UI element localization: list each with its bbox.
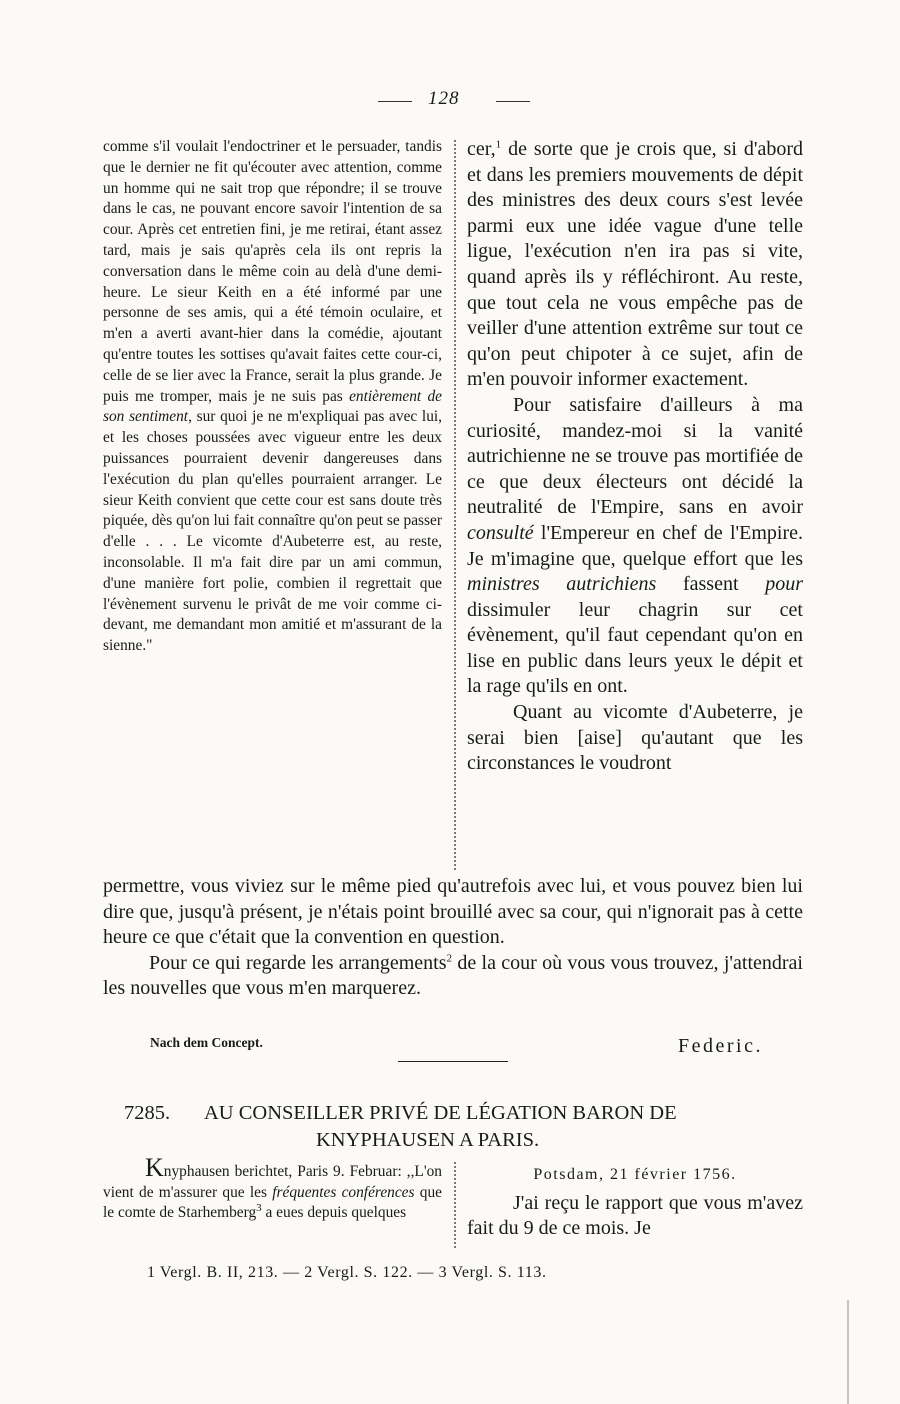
footnote-ref-2: 2 bbox=[446, 952, 453, 965]
letter-opening: J'ai reçu le rapport que vous m'avez fait du 9 de ce mois. Je bbox=[467, 1192, 803, 1239]
full-paragraph-1: permettre, vous viviez sur le même pied qu'autrefois avec lui, et vous pouvez bien lui dire que, jusqu'à présent, je n'étais point brouillé avec sa cour, qui n'ignorait pas à cette heure ce que c'était que la convention en question. bbox=[103, 875, 803, 949]
emphasis-text: entièrement de son sentiment bbox=[103, 387, 443, 426]
heading-line-2: KNYPHAUSEN A PARIS. bbox=[316, 1129, 540, 1151]
report-summary: Knyphausen berichtet, Paris 9. Februar: ,,L'on vient de m'assurer que les fréquentes conférences que le comte de Starhemberg$^3$ a eues depuis quelques bbox=[103, 1153, 442, 1221]
left-column-paragraph: comme s'il voulait l'endoctriner et le persuader, tandis que le dernier ne fit qu'écouter avec attention, comme un homme qui ne sait trop que répondre; il se trouve dans le cas, ne pouvant encore savoir l'intention de sa cour. Après cet entretien fini, je me retirai, étant assez tard, mais je sais qu'après cela ils ont repris la conversation dans le même coin au delà d'une demi-heure. Le sieur Keith en a été informé par une personne de ses amis, qui a été témoin oculaire, et m'en a averti avant-hier dans la comédie, ajoutant qu'entre toutes les sottises qu'avait faites cette cour-ci, celle de se lier avec la France, serait la plus grande. Je puis me tromper, mais je ne suis pas entièrement de son sentiment, sur quoi je ne m'expliquai pas avec lui, et les choses poussées avec vigueur entre les deux puissances pourraient devenir dangereuses dans l'exécution du plan qu'elles pourraient arranger. Le sieur Keith convient que cette cour est sans doute très piquée, dès qu'on lui fait connaître qu'on peut se passer d'elle . . . Le vicomte d'Aubeterre est, au reste, inconsolable. Il m'a fait dire par un ami commun, d'une manière fort polie, combien il regrettait que l'évènement survenu le privât de me voir comme ci-devant, me demandant mon amitié et m'assurant de la sienne." bbox=[103, 138, 443, 655]
second-right-column bbox=[467, 1162, 803, 1241]
footnote-ref-1: 1 bbox=[495, 138, 502, 151]
header-dash-left bbox=[378, 101, 412, 102]
signature: Federic. bbox=[678, 1035, 763, 1057]
footnotes: 1 Vergl. B. II, 213. — 2 Vergl. S. 122. — 3 Vergl. S. 113. bbox=[147, 1264, 547, 1281]
scan-edge-mark bbox=[847, 1300, 849, 1404]
second-left-column bbox=[103, 1153, 442, 1224]
column-divider-2 bbox=[454, 1162, 456, 1248]
full-width-text bbox=[103, 874, 803, 1002]
drop-cap: K bbox=[145, 1153, 164, 1182]
page-number: 128 bbox=[428, 88, 460, 109]
dateline: Potsdam, 21 février 1756. bbox=[533, 1166, 737, 1183]
right-paragraph-1: cer,$^1$ de sorte que je crois que, si d'abord et dans les premiers mouvements de dépit des ministres des deux cours s'est levée parmi eux une idée vague d'une telle ligue, l'exécution n'en ira pas si vite, quand après ils y réfléchiront. Au reste, que tout cela ne vous empêche pas de veiller d'une attention extrême sur tout ce qu'on peut chipoter à ce sujet, afin de m'en pouvoir informer exactement. bbox=[467, 138, 803, 391]
column-divider bbox=[454, 140, 456, 870]
heading-line-1: AU CONSEILLER PRIVÉ DE LÉGATION BARON DE bbox=[204, 1102, 677, 1124]
full-paragraph-2: Pour ce qui regarde les arrangements$^2$ de la cour où vous vous trouvez, j'attendrai les nouvelles que vous m'en marquerez. bbox=[103, 951, 803, 1000]
document-number: 7285. bbox=[124, 1102, 171, 1124]
footnote-ref-3: 3 bbox=[256, 1201, 262, 1214]
page-header bbox=[0, 88, 900, 118]
concept-note: Nach dem Concept. bbox=[150, 1035, 263, 1050]
right-paragraph-2: Pour satisfaire d'ailleurs à ma curiosité, mandez-moi si la vanité autrichienne ne se trouve pas mortifiée de ce que deux électeurs ont décidé la neutralité de l'Empire, sans en avoir consulté l'Empereur en chef de l'Empire. Je m'imagine que, quelque effort que les ministres autrichiens fassent pour dissimuler leur chagrin sur cet évènement, qu'il faut cependant qu'on en lise en public dans leurs yeux le dépit et la rage qu'ils en ont. bbox=[467, 393, 803, 698]
header-dash-right bbox=[496, 101, 530, 102]
right-paragraph-3: Quant au vicomte d'Aubeterre, je serai bien [aise] qu'autant que les circonstances le voudront bbox=[467, 701, 803, 775]
right-column-letter bbox=[467, 137, 803, 777]
section-rule bbox=[398, 1061, 508, 1062]
left-column-report bbox=[103, 137, 442, 657]
